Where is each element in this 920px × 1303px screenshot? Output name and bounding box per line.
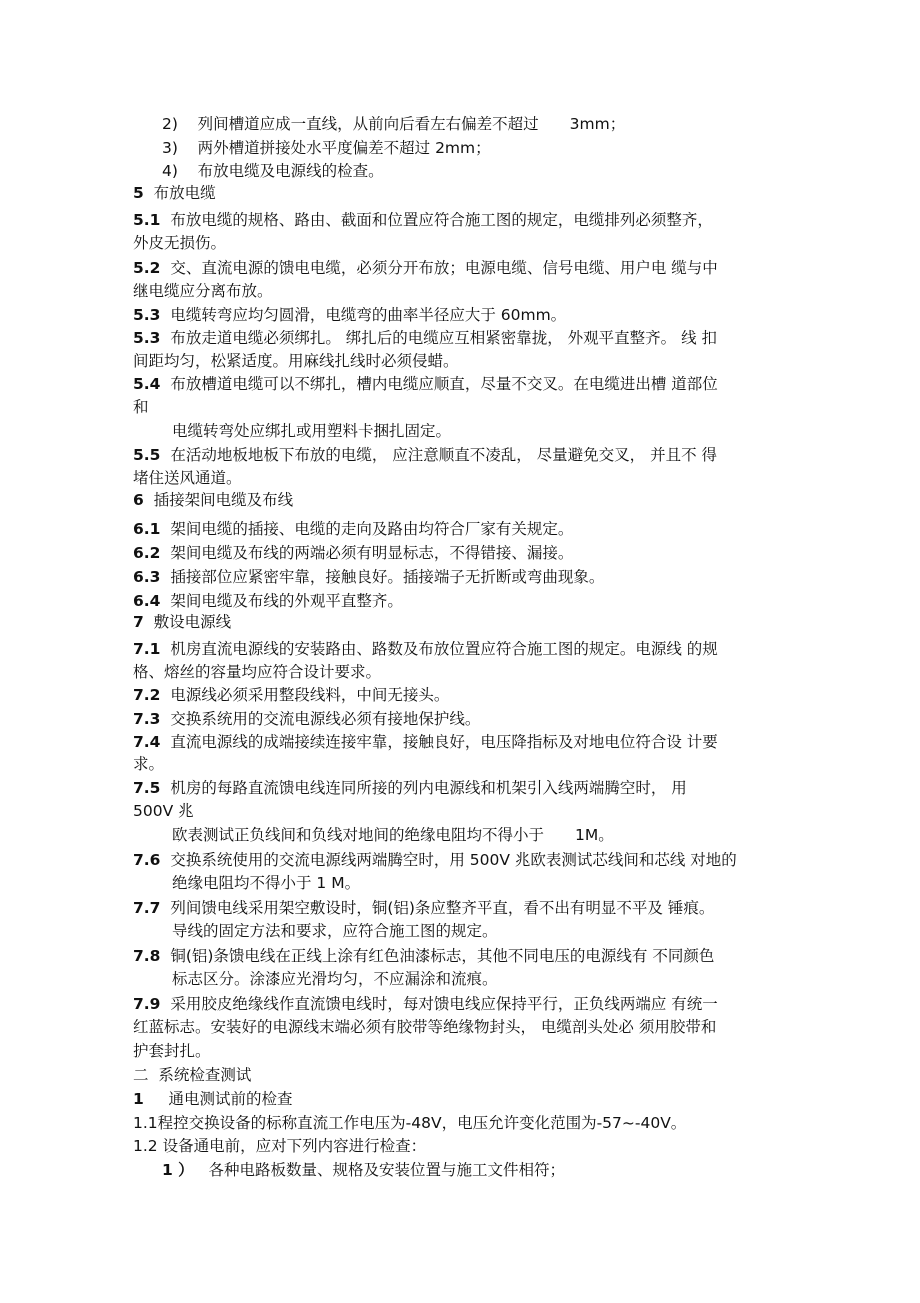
line-text: 两外槽道拼接处水平度偏差不超过 2mm；: [197, 139, 491, 157]
line-text: 交换系统使用的交流电源线两端腾空时，用 500V 兆欧表测试芯线间和芯线 对地的: [170, 851, 737, 869]
item-number: 7.7: [133, 899, 161, 917]
line-text: 交换系统用的交流电源线必须有接地保护线。: [170, 710, 481, 728]
item-number: 6.2: [133, 544, 161, 562]
line-text: 程控交换设备的标称直流工作电压为-48V，电压允许变化范围为-57~-40V。: [157, 1114, 687, 1132]
line-text: 布放槽道电缆可以不绑扎，槽内电缆应顺直，尽量不交叉。在电缆进出槽 道部位: [170, 375, 718, 393]
line-text: 在活动地板地板下布放的电缆， 应注意顺直不凌乱， 尽量避免交叉， 并且不 得: [170, 446, 718, 464]
line-text: 列间馈电线采用架空敷设时，铜(铝)条应整齐平直，看不出有明显不平及 锤痕。: [170, 899, 715, 917]
line-text: 和: [133, 398, 149, 416]
section-title: 插接架间电缆及布线: [153, 491, 294, 509]
line-text: 各种电路板数量、规格及安装位置与施工文件相符；: [208, 1161, 565, 1179]
doc-line-continuation: [133, 800, 194, 822]
doc-line: [133, 638, 718, 660]
doc-line-continuation: [172, 824, 614, 846]
doc-line-continuation: [133, 1040, 211, 1062]
section-heading: [133, 182, 216, 204]
line-text: 机房的每路直流馈电线连同所接的列内电源线和机架引入线两端腾空时， 用: [170, 779, 687, 797]
item-number: 1.2: [133, 1137, 158, 1155]
doc-line-continuation: [172, 420, 451, 442]
line-text: 绝缘电阻均不得小于 1 M。: [172, 874, 361, 892]
line-text: 电缆转弯应均匀圆滑，电缆弯的曲率半径应大于 60mm。: [170, 306, 567, 324]
doc-line-continuation: [172, 968, 498, 990]
doc-line-continuation: [172, 872, 360, 894]
line-text: 欧表测试正负线间和负线对地间的绝缘电阻均不得小于 1M。: [172, 826, 614, 844]
section-heading: [133, 489, 293, 511]
doc-line-continuation: [133, 280, 273, 302]
item-number: 5.5: [133, 446, 161, 464]
section-title: 布放电缆: [153, 184, 216, 202]
item-number: 7.3: [133, 710, 161, 728]
line-text: 护套封扎。: [133, 1042, 211, 1060]
item-number: 7.8: [133, 947, 161, 965]
line-text: 红蓝标志。安装好的电源线末端必须有胶带等绝缘物封头， 电缆剖头处必 须用胶带和: [133, 1018, 717, 1036]
item-number: 6.3: [133, 568, 161, 586]
doc-line: [133, 444, 717, 466]
doc-line: [162, 113, 625, 135]
doc-line-continuation: [133, 232, 226, 254]
section-title: 敷设电源线: [153, 613, 232, 631]
doc-line-continuation: [133, 467, 242, 489]
item-number: 2): [162, 115, 178, 133]
section-number: 7: [133, 613, 144, 631]
doc-line: [133, 1135, 426, 1157]
doc-line-continuation: [133, 753, 164, 775]
item-number: 6.1: [133, 520, 161, 538]
item-number: 5.1: [133, 211, 161, 229]
item-number: 7.5: [133, 779, 161, 797]
line-text: 布放走道电缆必须绑扎。 绑扎后的电缆应互相紧密靠拢， 外观平直整齐。 线 扣: [170, 329, 718, 347]
item-number: 5.4: [133, 375, 161, 393]
section-title: 通电测试前的检查: [168, 1090, 293, 1108]
section-heading: [133, 1088, 292, 1110]
section-number: 5: [133, 184, 144, 202]
line-text: 架间电缆的插接、电缆的走向及路由均符合厂家有关规定。: [170, 520, 574, 538]
line-text: 求。: [133, 755, 165, 773]
doc-line: [133, 708, 480, 730]
doc-line: [133, 257, 718, 279]
chapter-title: 系统检查测试: [158, 1066, 252, 1084]
item-number: 7.6: [133, 851, 161, 869]
item-number: 7.4: [133, 733, 161, 751]
line-text: 设备通电前，应对下列内容进行检查：: [162, 1137, 427, 1155]
doc-line: [133, 590, 403, 612]
line-text: 继电缆应分离布放。: [133, 282, 273, 300]
doc-line-continuation: [133, 661, 381, 683]
section-number: 1: [133, 1090, 144, 1108]
line-text: 布放电缆及电源线的检查。: [197, 162, 384, 180]
line-text: 标志区分。涂漆应光滑均匀，不应漏涂和流痕。: [172, 970, 498, 988]
line-text: 采用胶皮绝缘线作直流馈电线时，每对馈电线应保持平行，正负线两端应 有统一: [170, 995, 718, 1013]
doc-line: [133, 731, 718, 753]
doc-line: [133, 1112, 686, 1134]
line-text: 导线的固定方法和要求，应符合施工图的规定。: [172, 922, 498, 940]
doc-line: [133, 327, 717, 349]
doc-line: [133, 518, 573, 540]
item-number: 1 ）: [162, 1161, 194, 1179]
doc-line: [133, 304, 566, 326]
line-text: 电源线必须采用整段线料，中间无接头。: [170, 686, 450, 704]
item-number: 6.4: [133, 592, 161, 610]
chapter-number: 二: [133, 1066, 149, 1084]
doc-line: [133, 849, 737, 871]
line-text: 机房直流电源线的安装路由、路数及布放位置应符合施工图的规定。电源线 的规: [170, 640, 718, 658]
item-number: 7.1: [133, 640, 161, 658]
line-text: 外皮无损伤。: [133, 234, 227, 252]
line-text: 架间电缆及布线的外观平直整齐。: [170, 592, 403, 610]
item-number: 5.2: [133, 259, 161, 277]
section-number: 6: [133, 491, 144, 509]
section-heading: [133, 611, 231, 633]
line-text: 格、熔丝的容量均应符合设计要求。: [133, 663, 382, 681]
doc-line: [133, 684, 449, 706]
doc-line: [133, 566, 604, 588]
item-number: 7.2: [133, 686, 161, 704]
doc-line: [133, 542, 573, 564]
line-text: 间距均匀，松紧适度。用麻线扎线时必须侵蜡。: [133, 352, 459, 370]
doc-line: [133, 993, 718, 1015]
item-number: 7.9: [133, 995, 161, 1013]
doc-line: [162, 1159, 565, 1181]
chapter-heading: [133, 1064, 251, 1086]
doc-line: [162, 160, 384, 182]
doc-line: [133, 209, 713, 231]
doc-line: [133, 945, 714, 967]
item-number: 1.1: [133, 1114, 158, 1132]
item-number: 3): [162, 139, 178, 157]
line-text: 电缆转弯处应绑扎或用塑料卡捆扎固定。: [172, 422, 452, 440]
doc-line: [133, 897, 714, 919]
line-text: 交、直流电源的馈电电缆，必须分开布放；电源电缆、信号电缆、用户电 缆与中: [170, 259, 718, 277]
doc-line-continuation: [133, 1016, 716, 1038]
doc-line: [133, 373, 718, 395]
item-number: 5.3: [133, 329, 161, 347]
doc-line-continuation: [133, 396, 149, 418]
line-text: 布放电缆的规格、路由、截面和位置应符合施工图的规定，电缆排列必须整齐，: [170, 211, 713, 229]
line-text: 列间槽道应成一直线，从前向后看左右偏差不超过 3mm；: [197, 115, 626, 133]
line-text: 堵住送风通道。: [133, 469, 242, 487]
line-text: 插接部位应紧密牢靠，接触良好。插接端子无折断或弯曲现象。: [170, 568, 605, 586]
line-text: 500V 兆: [133, 802, 194, 820]
item-number: 4): [162, 162, 178, 180]
item-number: 5.3: [133, 306, 161, 324]
doc-line-continuation: [133, 350, 459, 372]
doc-line-continuation: [172, 920, 498, 942]
doc-line: [162, 137, 491, 159]
line-text: 铜(铝)条馈电线在正线上涂有红色油漆标志，其他不同电压的电源线有 不同颜色: [170, 947, 715, 965]
doc-line: [133, 777, 687, 799]
line-text: 架间电缆及布线的两端必须有明显标志，不得错接、漏接。: [170, 544, 574, 562]
line-text: 直流电源线的成端接续连接牢靠，接触良好，电压降指标及对地电位符合设 计要: [170, 733, 718, 751]
